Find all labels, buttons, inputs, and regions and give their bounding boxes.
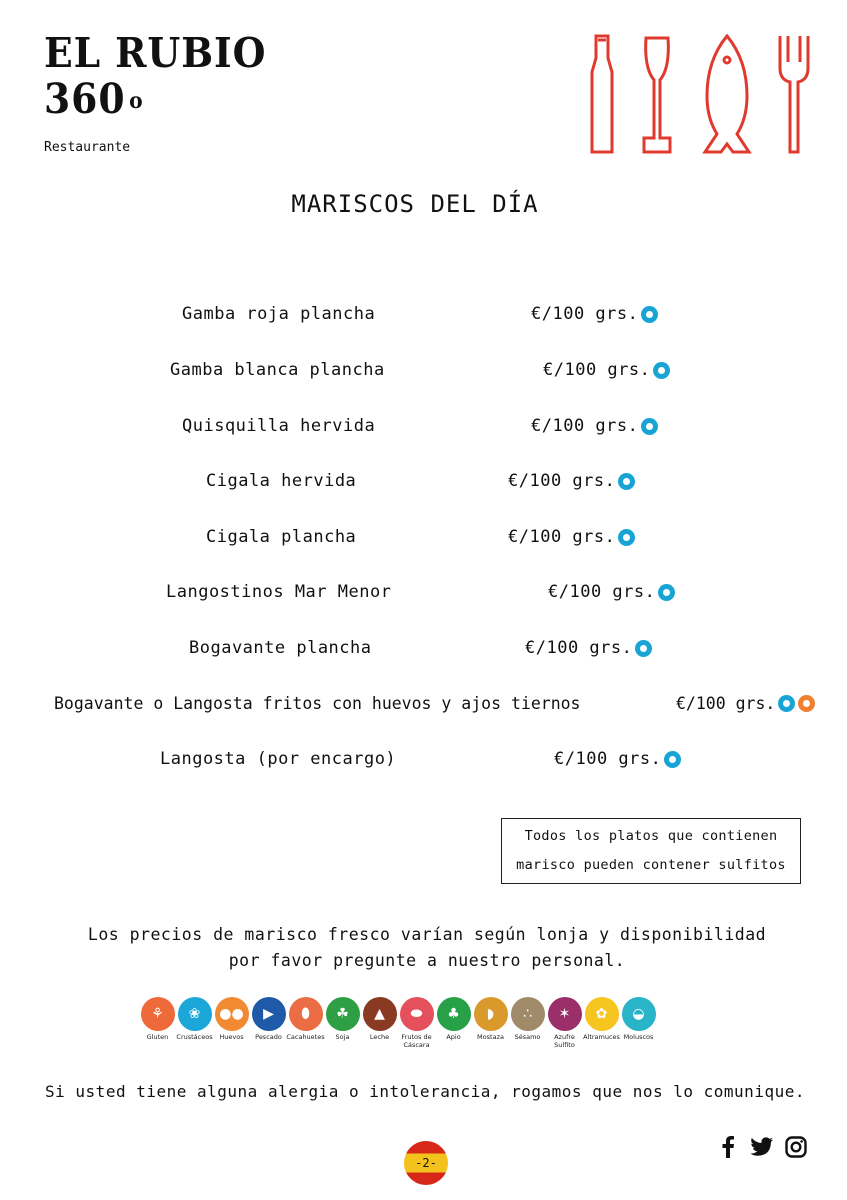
price-text: €/100 grs. [554,749,662,769]
menu-item-name: Cigala hervida [206,471,357,491]
allergy-disclaimer: Si usted tiene alguna alergia o intolerancia, rogamos que nos lo comunique. [45,1082,805,1101]
nut-icon: ⬬ [400,997,434,1031]
crustaceans-allergen-icon [635,640,652,657]
allergen-legend [140,997,656,1049]
pricing-note [0,922,847,974]
price-text: €/100 grs. [508,527,616,547]
lupin-icon: ✿ [585,997,619,1031]
menu-item-price [508,471,635,491]
allergen-moluscos [621,997,656,1049]
menu-item-name: Langosta (por encargo) [160,749,397,769]
allergen-label: Leche [369,1033,390,1041]
page-title: MARISCOS DEL DÍA [291,190,539,218]
eggs-allergen-icon [798,695,815,712]
allergen-sesamo [510,997,545,1049]
allergen-label: Soja [335,1033,350,1041]
menu-item-price [531,416,658,436]
allergen-label: Pescado [255,1033,282,1041]
crustaceans-allergen-icon [641,306,658,323]
pricing-note-line-1: Los precios de marisco fresco varían según lonja y disponibilidad [87,925,767,944]
soy-icon: ☘ [326,997,360,1031]
crustaceans-allergen-icon [641,418,658,435]
price-text: €/100 grs. [676,694,776,713]
logo-line-2 [44,76,266,122]
price-text: €/100 grs. [508,471,616,491]
mustard-icon: ◗ [474,997,508,1031]
allergen-leche [362,997,397,1049]
price-text: €/100 grs. [531,416,639,436]
restaurant-subtitle: Restaurante [44,140,131,155]
crustaceans-allergen-icon [778,695,795,712]
allergen-label: Moluscos [623,1033,654,1041]
menu-item-price [525,638,652,658]
fish-icon [705,36,749,152]
fish-icon: ▶ [252,997,286,1031]
tableware-icons [582,32,814,156]
allergen-label: Frutos de Cáscara [401,1033,432,1049]
menu-item-price [531,304,658,324]
fork-icon [780,36,808,152]
crustaceans-allergen-icon [658,584,675,601]
menu-item-name: Langostinos Mar Menor [166,582,392,602]
allergen-frutos-de-cascara [399,997,434,1049]
menu-item-name: Gamba roja plancha [182,304,376,324]
allergen-altramuces [584,997,619,1049]
facebook-icon[interactable] [716,1135,740,1159]
price-text: €/100 grs. [548,582,656,602]
menu-item-name: Cigala plancha [206,527,357,547]
instagram-icon[interactable] [784,1135,808,1159]
allergen-cacahuetes [288,997,323,1049]
menu-item-name: Quisquilla hervida [182,416,376,436]
allergen-label: Apio [446,1033,461,1041]
allergen-mostaza [473,997,508,1049]
pricing-note-line-2: por favor pregunte a nuestro personal. [228,951,626,970]
allergen-label: Crustáceos [176,1033,213,1041]
menu-item-price [543,360,670,380]
logo-line-1: EL RUBIO [44,29,267,77]
crustaceans-allergen-icon [618,473,635,490]
sulphite-notice [501,818,801,884]
allergen-label: Gluten [146,1033,169,1041]
twitter-icon[interactable] [750,1135,774,1159]
shell-icon: ◒ [622,997,656,1031]
crustaceans-allergen-icon [664,751,681,768]
social-links [716,1135,808,1159]
allergen-label: Sésamo [514,1033,541,1041]
page-number: -2- [415,1156,437,1170]
notice-line-1: Todos los platos que contienen [524,828,778,844]
price-text: €/100 grs. [531,304,639,324]
allergen-label: Azufre Sulfito [554,1033,575,1049]
wineglass-icon [644,38,670,152]
crustaceans-allergen-icon [653,362,670,379]
crab-icon: ❀ [178,997,212,1031]
menu-item-name: Bogavante o Langosta fritos con huevos y ajos tiernos [54,694,581,713]
peanut-icon: ⬮ [289,997,323,1031]
allergen-label: Cacahuetes [286,1033,325,1041]
logo-degree: o [129,88,144,114]
allergen-crustaceos [177,997,212,1049]
allergen-azufre-sulfito [547,997,582,1049]
menu-item-price [508,527,635,547]
menu-item-price [554,749,681,769]
menu-item-name: Gamba blanca plancha [170,360,385,380]
bottle-icon [592,36,612,152]
milk-icon: ▲ [363,997,397,1031]
allergen-apio [436,997,471,1049]
spanish-flag-page-badge[interactable] [404,1141,448,1185]
menu-item-name: Bogavante plancha [189,638,372,658]
wheat-icon: ⚘ [141,997,175,1031]
allergen-pescado [251,997,286,1049]
crustaceans-allergen-icon [618,529,635,546]
allergen-label: Huevos [219,1033,244,1041]
allergen-soja [325,997,360,1049]
logo-360: 360 [44,75,126,123]
allergen-label: Mostaza [477,1033,504,1041]
allergen-gluten [140,997,175,1049]
price-text: €/100 grs. [525,638,633,658]
logo [44,30,286,155]
allergen-huevos [214,997,249,1049]
notice-line-2: marisco pueden contener sulfitos [516,857,786,873]
menu-item-price [676,694,815,713]
sulphite-icon: ✶ [548,997,582,1031]
eggs-icon: ●● [215,997,249,1031]
price-text: €/100 grs. [543,360,651,380]
allergen-label: Altramuces [583,1033,620,1041]
menu-item-price [548,582,675,602]
celery-icon: ♣ [437,997,471,1031]
sesame-icon: ∴ [511,997,545,1031]
